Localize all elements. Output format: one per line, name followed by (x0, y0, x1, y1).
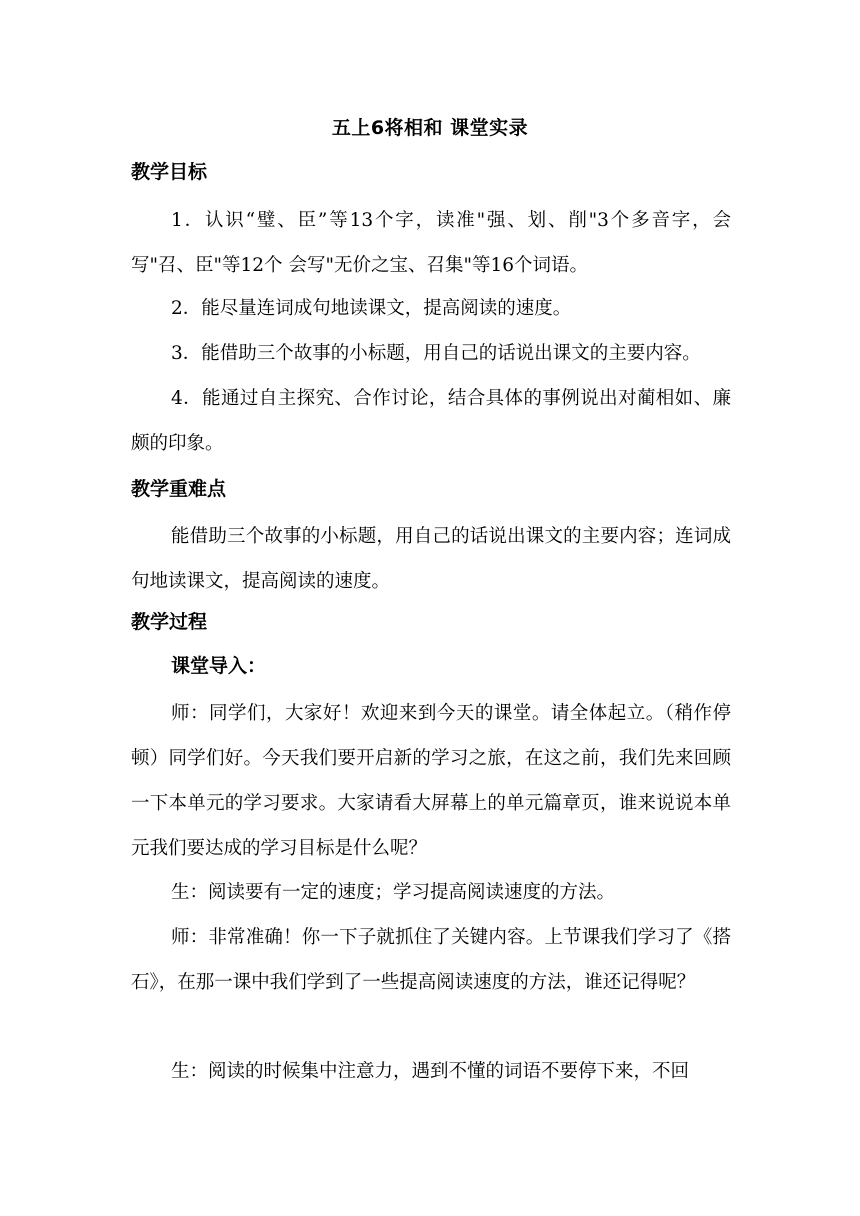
intro-heading: 课堂导入： (171, 655, 267, 677)
dialogue-teacher-1: 师：同学们，大家好！欢迎来到今天的课堂。请全体起立。（稍作停顿）同学们好。今天我们要开启新的学习之旅，在这之前，我们先来回顾一下本单元的学习要求。大家请看大屏幕上的单元篇章页，谁来说说本单元我们要达成的学习目标是什么呢？ (131, 703, 731, 859)
objective-3: 3．能借助三个故事的小标题，用自己的话说出课文的主要内容。 (171, 343, 701, 364)
objective-1: 1．认识“璧、臣”等13个字，读准"强、划、削"3个多音字，会写"召、臣"等12个 会写"无价之宝、召集"等16个词语。 (131, 210, 731, 276)
objectives-heading: 教学目标 (131, 161, 208, 183)
key-points-heading: 教学重难点 (131, 478, 227, 500)
objective-4: 4．能通过自主探究、合作讨论，结合具体的事例说出对蔺相如、廉颇的印象。 (131, 388, 731, 454)
objective-2: 2．能尽量连词成句地读课文，提高阅读的速度。 (171, 298, 572, 319)
dialogue-teacher-2: 师：非常准确！你一下子就抓住了关键内容。上节课我们学习了《搭石》，在那一课中我们学到了一些提高阅读速度的方法，谁还记得呢？ (131, 927, 731, 993)
process-heading: 教学过程 (131, 611, 208, 633)
dialogue-student-1: 生：阅读要有一定的速度；学习提高阅读速度的方法。 (171, 882, 616, 903)
dialogue-student-2: 生：阅读的时候集中注意力，遇到不懂的词语不要停下来，不回 (171, 1061, 690, 1082)
key-points-text: 能借助三个故事的小标题，用自己的话说出课文的主要内容；连词成句地读课文，提高阅读的速度。 (131, 526, 731, 592)
document-title: 五上6将相和 课堂实录 (331, 117, 529, 139)
